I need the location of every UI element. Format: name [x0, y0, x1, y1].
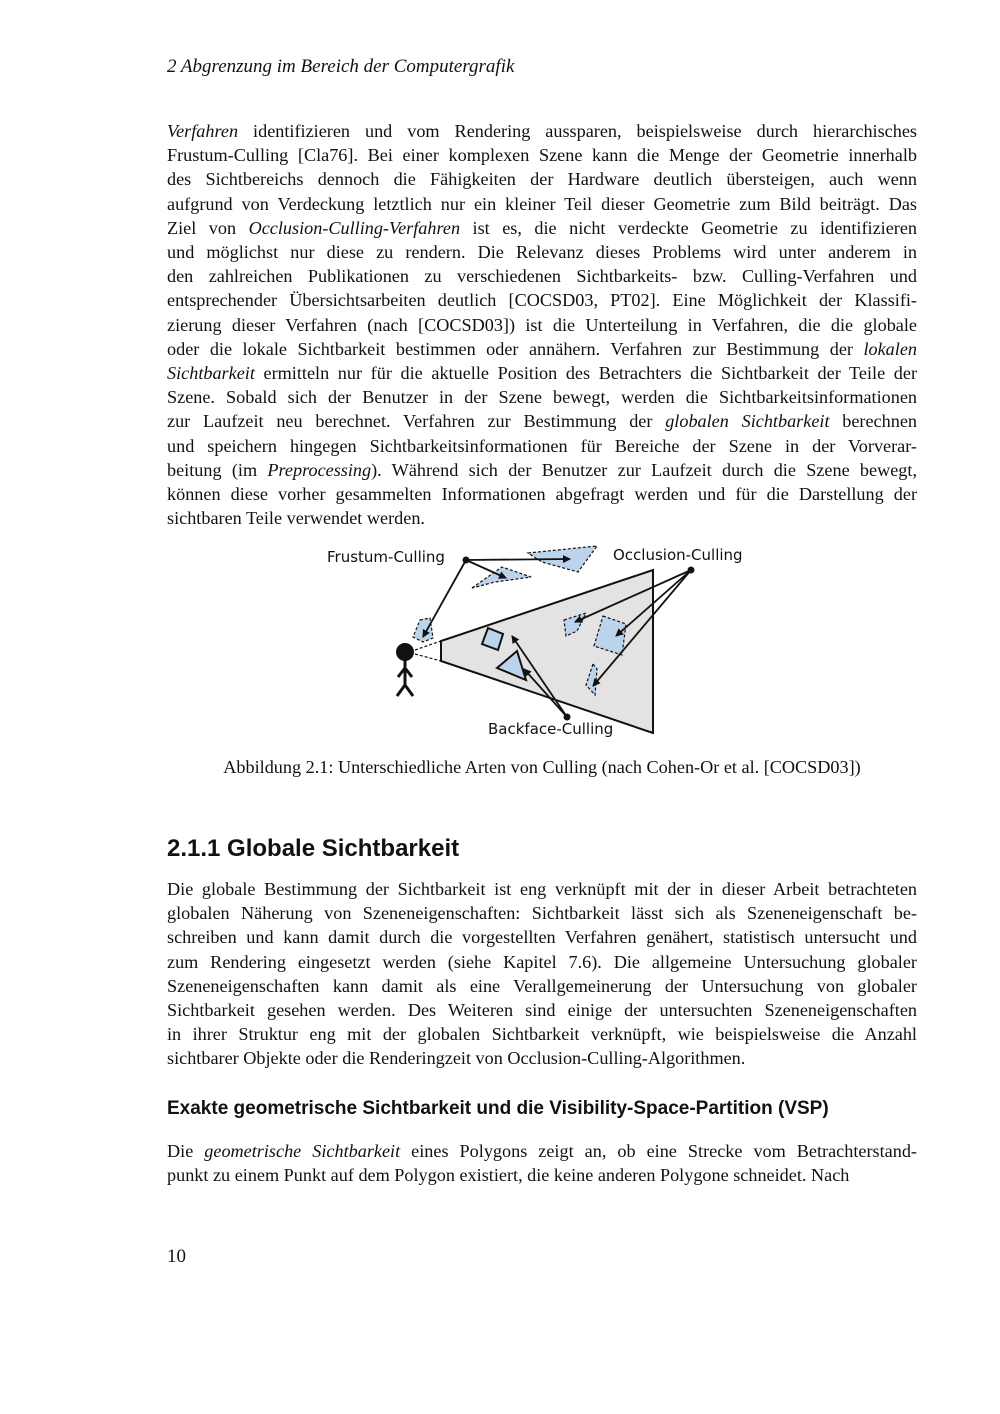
text-line	[167, 877, 917, 901]
text-run: des Sichtbereichs dennoch die Fähigkeiten der Hardware deutlich übersteigen, auch wenn	[167, 169, 917, 190]
text-line	[167, 143, 917, 167]
text-line	[167, 313, 917, 337]
figure-culling-types	[320, 540, 760, 740]
text-line	[167, 458, 917, 482]
emphasized-term: Verfahren	[167, 121, 239, 141]
text-run: zierung dieser Verfahren (nach [COCSD03]) ist die Unterteilung in Verfahren, die die globale	[167, 314, 917, 335]
occlusion-culling-dot	[688, 567, 695, 574]
text-line	[167, 167, 917, 191]
subsection-heading: Exakte geometrische Sichtbarkeit und die Visibility-Space-Partition (VSP)	[167, 1098, 829, 1119]
text-line	[167, 950, 917, 974]
text-line	[167, 216, 917, 240]
paragraph-globale-sichtbarkeit	[167, 877, 917, 1071]
text-run: sichtbaren Teile verwendet werden.	[167, 508, 425, 529]
figure-caption: Abbildung 2.1: Unterschiedliche Arten von Culling (nach Cohen-Or et al. [COCSD03])	[223, 757, 861, 777]
text-run: aufgrund von Verdeckung letztlich nur ein kleiner Teil dieser Geometrie zum Bild beiträgt. Das	[167, 193, 917, 214]
text-line	[167, 482, 917, 506]
emphasized-term: Occlusion-Culling-Verfahren	[248, 217, 461, 238]
text-run: Frustum-Culling [Cla76]. Bei einer komplexen Szene kann die Menge der Geometrie innerhalb	[167, 145, 917, 166]
culling-diagram	[320, 540, 760, 740]
culled-object-near-viewer	[413, 618, 433, 642]
label-occlusion-culling: Occlusion-Culling	[613, 546, 743, 564]
text-run: identifizieren und vom Rendering aussparen, beispielsweise durch hierarchisches	[238, 121, 917, 141]
text-run: und speichern hingegen Sichtbarkeitsinformationen für Bereiche der Szene in der Vorverar-	[167, 435, 917, 456]
text-line	[167, 192, 917, 216]
text-line	[167, 119, 917, 143]
paragraph-intro	[167, 119, 917, 530]
text-line	[167, 901, 917, 925]
text-run: Die	[167, 1141, 205, 1161]
label-frustum-culling: Frustum-Culling	[327, 548, 445, 566]
text-run: globalen Näherung von Szeneneigenschaften: Sichtbarkeit lässt sich als Szeneneigenschaft be-	[167, 903, 917, 924]
view-ray-bottom	[415, 654, 441, 661]
text-run: in ihrer Struktur eng mit der globalen Sichtbarkeit verknüpft, wie beispielsweise die Anzahl	[167, 1024, 917, 1045]
emphasized-term: Preprocessing	[267, 459, 372, 480]
text-run: ). Während sich der Benutzer zur Laufzeit durch die Szene bewegt,	[371, 459, 917, 480]
paragraph-geometrische-sichtbarkeit	[167, 1139, 917, 1187]
text-run: zur Laufzeit neu berechnet. Verfahren zur Bestimmung der	[167, 411, 666, 432]
text-line	[167, 264, 917, 288]
page-number: 10	[167, 1246, 186, 1267]
emphasized-term: lokalen	[863, 338, 917, 359]
text-line	[167, 409, 917, 433]
emphasized-term: Sichtbarkeit	[167, 363, 255, 384]
text-line	[167, 925, 917, 949]
text-line	[167, 288, 917, 312]
text-run: beitung (im	[167, 459, 268, 480]
text-line	[167, 337, 917, 361]
running-head: 2 Abgrenzung im Bereich der Computergrafik	[167, 56, 515, 77]
text-run: entsprechender Übersichtsarbeiten deutlich [COCSD03, PT02]. Eine Möglichkeit der Klassifi-	[167, 290, 917, 311]
section-heading: 2.1.1 Globale Sichtbarkeit	[167, 835, 460, 862]
view-ray-top	[415, 641, 441, 650]
text-run: Szene. Sobald sich der Benutzer in der Szene bewegt, werden die Sichtbarkeitsinformationen	[167, 387, 917, 408]
text-run: ist es, die nicht verdeckte Geometrie zu identifizieren	[460, 217, 917, 238]
text-run: schreiben und kann damit durch die vorgestellten Verfahren genähert, statistisch untersucht und	[167, 927, 917, 948]
text-line	[167, 240, 917, 264]
text-run: können diese vorher gesammelten Informationen abgefragt werden und für die Darstellung der	[167, 484, 917, 505]
text-line	[167, 974, 917, 998]
text-run: berechnen	[829, 411, 917, 432]
text-run: oder die lokale Sichtbarkeit bestimmen oder annähern. Verfahren zur Bestimmung der	[167, 338, 864, 359]
text-run: Sichtbarkeit gesehen werden. Des Weiteren sind einige der untersuchten Szeneneigenschaften	[167, 1000, 917, 1021]
text-run: Die globale Bestimmung der Sichtbarkeit ist eng verknüpft mit der in dieser Arbeit betrachteten	[167, 879, 917, 899]
text-line	[167, 361, 917, 385]
text-line	[167, 1139, 917, 1163]
frustum-culling-dot	[463, 557, 470, 564]
emphasized-term: geometrische Sichtbarkeit	[204, 1141, 401, 1161]
text-run: den zahlreichen Publikationen zu verschiedenen Sichtbarkeits- bzw. Culling-Verfahren und	[167, 266, 917, 287]
text-run: und möglichst nur diese zu rendern. Die Relevanz dieses Problems wird unter anderem in	[167, 242, 917, 263]
text-line	[167, 998, 917, 1022]
text-line	[167, 1163, 917, 1187]
text-line	[167, 434, 917, 458]
text-run: eines Polygons zeigt an, ob eine Strecke vom Betrachterstand-	[400, 1141, 917, 1161]
text-line	[167, 1046, 917, 1070]
text-run: ermitteln nur für die aktuelle Position des Betrachters die Sichtbarkeit der Teile der	[254, 363, 917, 384]
text-run: sichtbarer Objekte oder die Renderingzeit von Occlusion-Culling-Algorithmen.	[167, 1048, 746, 1069]
text-line	[167, 506, 917, 530]
culled-object-top-left	[472, 567, 531, 588]
emphasized-term: globalen Sichtbarkeit	[665, 411, 830, 432]
text-run: Szeneneigenschaften kann damit als eine Verallgemeinerung der Untersuchung von globaler	[167, 975, 917, 996]
text-run: zum Rendering eingesetzt werden (siehe Kapitel 7.6). Die allgemeine Untersuchung globaler	[167, 951, 917, 972]
text-line	[167, 385, 917, 409]
text-run: Ziel von	[167, 217, 249, 238]
text-line	[167, 1022, 917, 1046]
viewer-stick-figure-icon	[396, 643, 414, 696]
label-backface-culling: Backface-Culling	[488, 720, 614, 738]
text-run: punkt zu einem Punkt auf dem Polygon existiert, die keine anderen Polygone schneidet. Nach	[167, 1165, 850, 1186]
